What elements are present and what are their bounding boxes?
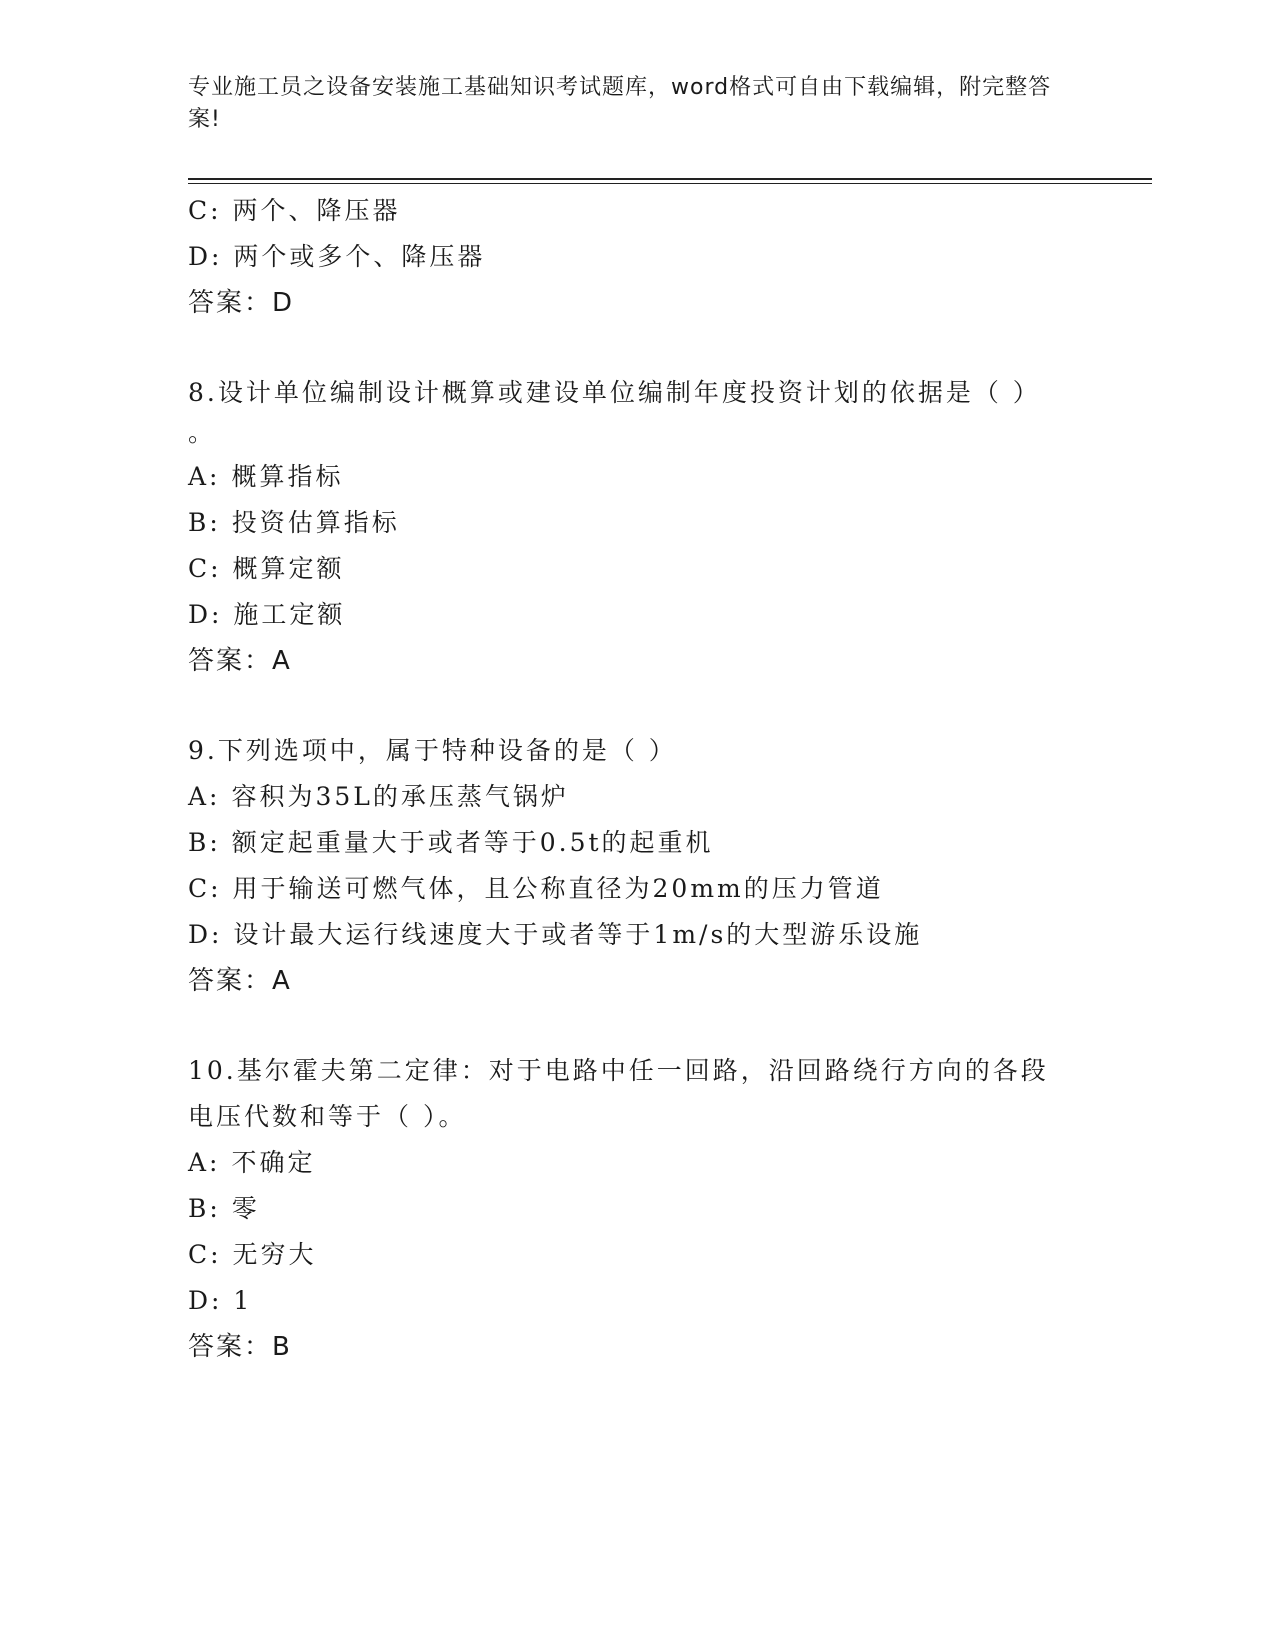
option-b xyxy=(188,820,1088,866)
option-letter: A: xyxy=(188,782,221,811)
option-letter: C: xyxy=(188,554,222,583)
option-text: 1 xyxy=(233,1286,253,1315)
answer-line: 答案：D xyxy=(188,288,295,318)
option-letter: B: xyxy=(188,508,221,537)
document-body xyxy=(188,188,1088,1370)
option-letter: C: xyxy=(188,874,222,903)
option-text: 概算指标 xyxy=(231,462,344,491)
question-text-line-2: 电压代数和等于（ ）。 xyxy=(188,1102,467,1131)
option-text: 无穷大 xyxy=(232,1240,317,1269)
option-text: 两个、降压器 xyxy=(232,196,401,225)
option-letter: C: xyxy=(188,196,222,225)
option-text: 额定起重量大于或者等于0.5t的起重机 xyxy=(231,828,714,857)
option-letter: B: xyxy=(188,1194,221,1223)
option-letter: A: xyxy=(188,462,221,491)
document-header xyxy=(188,72,1068,136)
option-c xyxy=(188,1232,1088,1278)
option-text: 容积为35L的承压蒸气锅炉 xyxy=(231,782,569,811)
prev-question-block xyxy=(188,188,1088,326)
option-letter: A: xyxy=(188,1148,221,1177)
option-text: 两个或多个、降压器 xyxy=(233,242,486,271)
option-a xyxy=(188,454,1088,500)
option-text: 用于输送可燃气体，且公称直径为20mm的压力管道 xyxy=(232,874,884,903)
option-letter: D: xyxy=(188,1286,223,1315)
question-8 xyxy=(188,370,1088,684)
option-text: 概算定额 xyxy=(232,554,345,583)
question-text-tail: 。 xyxy=(188,418,214,447)
question-text: 9.下列选项中，属于特种设备的是（ ） xyxy=(188,736,677,765)
option-c xyxy=(188,866,1088,912)
option-text: 不确定 xyxy=(231,1148,316,1177)
option-text: 施工定额 xyxy=(233,600,346,629)
question-9 xyxy=(188,728,1088,1004)
option-b xyxy=(188,500,1088,546)
header-title: 专业施工员之设备安装施工基础知识考试题库，word格式可自由下载编辑，附完整答案! xyxy=(188,75,1052,132)
option-letter: D: xyxy=(188,920,223,949)
option-text: 设计最大运行线速度大于或者等于1m/s的大型游乐设施 xyxy=(233,920,923,949)
option-letter: B: xyxy=(188,828,221,857)
option-c xyxy=(188,188,1088,234)
option-text: 投资估算指标 xyxy=(231,508,400,537)
answer-line: 答案：B xyxy=(188,1332,292,1362)
option-letter: D: xyxy=(188,600,223,629)
answer-line: 答案：A xyxy=(188,646,292,676)
option-d xyxy=(188,592,1088,638)
option-d xyxy=(188,1278,1088,1324)
header-divider-thick xyxy=(188,178,1152,180)
option-letter: C: xyxy=(188,1240,222,1269)
question-10 xyxy=(188,1048,1088,1370)
option-text: 零 xyxy=(231,1194,260,1223)
option-a xyxy=(188,1140,1088,1186)
answer-line: 答案：A xyxy=(188,966,292,996)
option-b xyxy=(188,1186,1088,1232)
question-text: 8.设计单位编制设计概算或建设单位编制年度投资计划的依据是（ ） xyxy=(188,378,1041,407)
option-a xyxy=(188,774,1088,820)
option-d xyxy=(188,912,1088,958)
option-d xyxy=(188,234,1088,280)
question-text-line-1: 10.基尔霍夫第二定律：对于电路中任一回路，沿回路绕行方向的各段 xyxy=(188,1056,1049,1085)
header-divider-thin xyxy=(188,183,1152,184)
option-c xyxy=(188,546,1088,592)
option-letter: D: xyxy=(188,242,223,271)
